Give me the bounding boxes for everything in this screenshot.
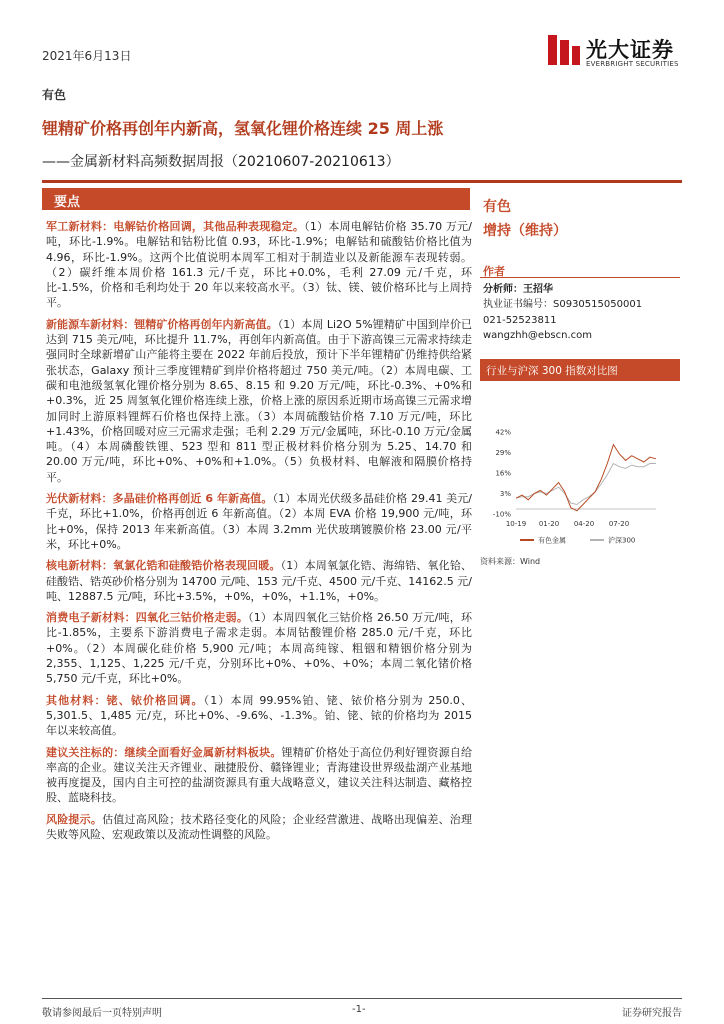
phone-number: 021-52523811 [483,314,557,326]
y-tick-label: 42% [495,428,511,437]
paragraph-other-materials: 其他材料：铑、铱价格回调。（1）本周 99.95%铂、铑、铱价格分别为 250.0、5,301.5、1,485 元/克，环比+0%、-9.6%、-1.3%。铂、铑、铱的价格均为 2015 年以来较高值。 [46,693,472,738]
y-tick-label: 3% [499,490,511,498]
comparison-chart [480,420,680,550]
paragraph-nuclear: 核电新材料：氧氯化锆和硅酸锆价格表现回暖。（1）本周氧氯化锆、海绵锆、氧化铪、硅酸锆、锆英砂价格分别为 14700 元/吨、153 元/千克、4500 元/千克、14162.5 元/吨、12887.5 元/吨，环比+3.5%，+0%，+0%，+1.1%，+0%。 [46,559,472,603]
legend-label: 沪深300 [608,536,636,545]
x-tick-label: 01-20 [538,520,560,528]
chart-source: 资料来源：Wind [480,557,541,566]
legend-label: 有色金属 [538,536,566,545]
page-number: -1- [352,1004,366,1015]
everbright-logo-icon [546,32,582,68]
title-divider [42,180,682,183]
logo-name-en: EVERBRIGHT SECURITIES [586,60,679,68]
paragraph-new-energy: 新能源车新材料：锂精矿价格再创年内新高值。（1）本周 Li2O 5%锂精矿中国到岸价已达到 715 美元/吨，环比提升 11.7%，再创年内新高值。由于下游高镍三元需求持续走强同时全球新增矿山产能将主要在 2022 年前后投放，预计下半年锂精矿仍维持供给紧张状态，Galaxy 预计三季度锂精矿到岸价格将超过 750 美元/吨。（2）本周电碳、工碳和电池级氢氧化锂价格分别为 8.65、8.15 和 9.20 万元/吨，环比-0.3%、+0%和+0.3%，近 25 周氢氧化锂价格连续上涨，价格上涨的原因系近期市场高镍三元需求增加同时上游原料锂辉石价格也保持上涨。（3）本周硫酸钴价格 7.10 万元/吨，环比+1.43%，价格回暖对应三元需求走强；毛利 2.29 万元/金属吨，环比-0.10 万元/金属吨。（4）本周磷酸铁锂、523 型和 811 型正极材料价格分别为 5.25、14.70 和 20.00 万元/吨，环比+0%、+0%和+1.0%。（5）负极材料、电解液和隔膜价格持平。 [46,317,472,484]
paragraph-risk: 风险提示。估值过高风险；技术路径变化的风险；企业经营激进、战略出现偏差、治理失败等风险、宏观政策以及流动性调整的风险。 [46,812,473,841]
author-info [483,282,642,344]
paragraph-photovoltaic: 光伏新材料：多晶硅价格再创近 6 年新高值。（1）本周光伏级多晶硅价格 29.41 美元/千克，环比+1.0%，价格再创近 6 年新高值。（2）本周 EVA 价格 19,900 元/吨，环比+0%，保持 2013 年来新高值。（3）本周 3.2mm 光伏玻璃镀膜价格 23.00 元/平米，环比+0%。 [46,492,473,551]
report-date: 2021年6月13日 [42,49,132,63]
footer-divider [42,998,682,999]
x-tick-label: 04-20 [573,520,595,528]
logo-name: 光大证券 [586,38,674,62]
analyst-name: 分析师：王招华 [483,284,553,295]
license-number: 执业证书编号：S0930515050001 [483,299,643,311]
chart-title: 行业与沪深 300 指数对比图 [486,365,618,377]
author-header [480,260,680,278]
report-subtitle: ——金属新材料高频数据周报（20210607-20210613） [42,154,400,170]
company-logo [546,30,696,78]
key-points-title: 要点 [54,195,81,210]
series-line-csi300 [516,464,656,505]
key-points-header [42,188,470,210]
footer-disclaimer: 敬请参阅最后一页特别声明 [42,1008,162,1019]
author-heading: 作者 [483,265,505,278]
footer-report-type: 证券研究报告 [622,1008,682,1019]
series-line-nonferrous [516,445,656,511]
sector-label: 有色 [42,88,67,102]
x-tick-label: 07-20 [608,520,630,528]
y-tick-label: 29% [495,449,511,457]
paragraph-military: 军工新材料：电解钴价格回调，其他品种表现稳定。（1）本周电解钴价格 35.70 万元/吨，环比-1.9%。电解钴和钴粉比值 0.93，环比-1.9%；电解钴和硫酸钴价格比值为 4.96，环比-1.9%。这两个比值说明本周军工相对于制造业以及新能源车表现转弱。（2）碳纤维本周价格 161.3 元/千克，环比+0.0%，毛利 27.09 元/千克，环比-1.5%，价格和毛利均处于 20 年以来较高水平。（3）钛、镁、铍价格环比与上周持平。 [46,220,472,310]
x-tick-label: 10-19 [505,520,527,528]
paragraph-recommendations: 建议关注标的：继续全面看好金属新材料板块。锂精矿价格处于高位仍利好锂资源自给率高的企业。建议关注天齐锂业、融捷股份、赣锋锂业；青海建设世界级盐湖产业基地被再度提及，国内自主可控的盐湖资源具有重大战略意义，建议关注科达制造、藏格控股、蓝晓科技。 [46,745,473,805]
y-tick-label: -10% [492,510,511,519]
email-address: wangzhh@ebscn.com [483,330,592,342]
y-tick-label: 16% [495,469,511,478]
rating: 增持（维持） [483,223,567,239]
report-title: 锂精矿价格再创年内新高，氢氧化锂价格连续 25 周上涨 [42,119,444,138]
chart-header [480,359,680,381]
paragraph-consumer-electronics: 消费电子新材料：四氧化三钴价格走弱。（1）本周四氧化三钴价格 26.50 万元/吨，环比-1.85%，主要系下游消费电子需求走弱。本周钴酸锂价格 285.0 元/千克，环比+0%。（2）本周碳化硅价格 5,900 元/吨；本周高纯镓、粗铟和精铟价格分别为 2,355、1,125、1,225 元/千克，分别环比+0%、+0%、+0%；本周二氧化锗价格 5,750 元/千克，环比+0%。 [46,611,473,686]
key-points-body [46,219,472,848]
rating-sector: 有色 [483,199,511,215]
